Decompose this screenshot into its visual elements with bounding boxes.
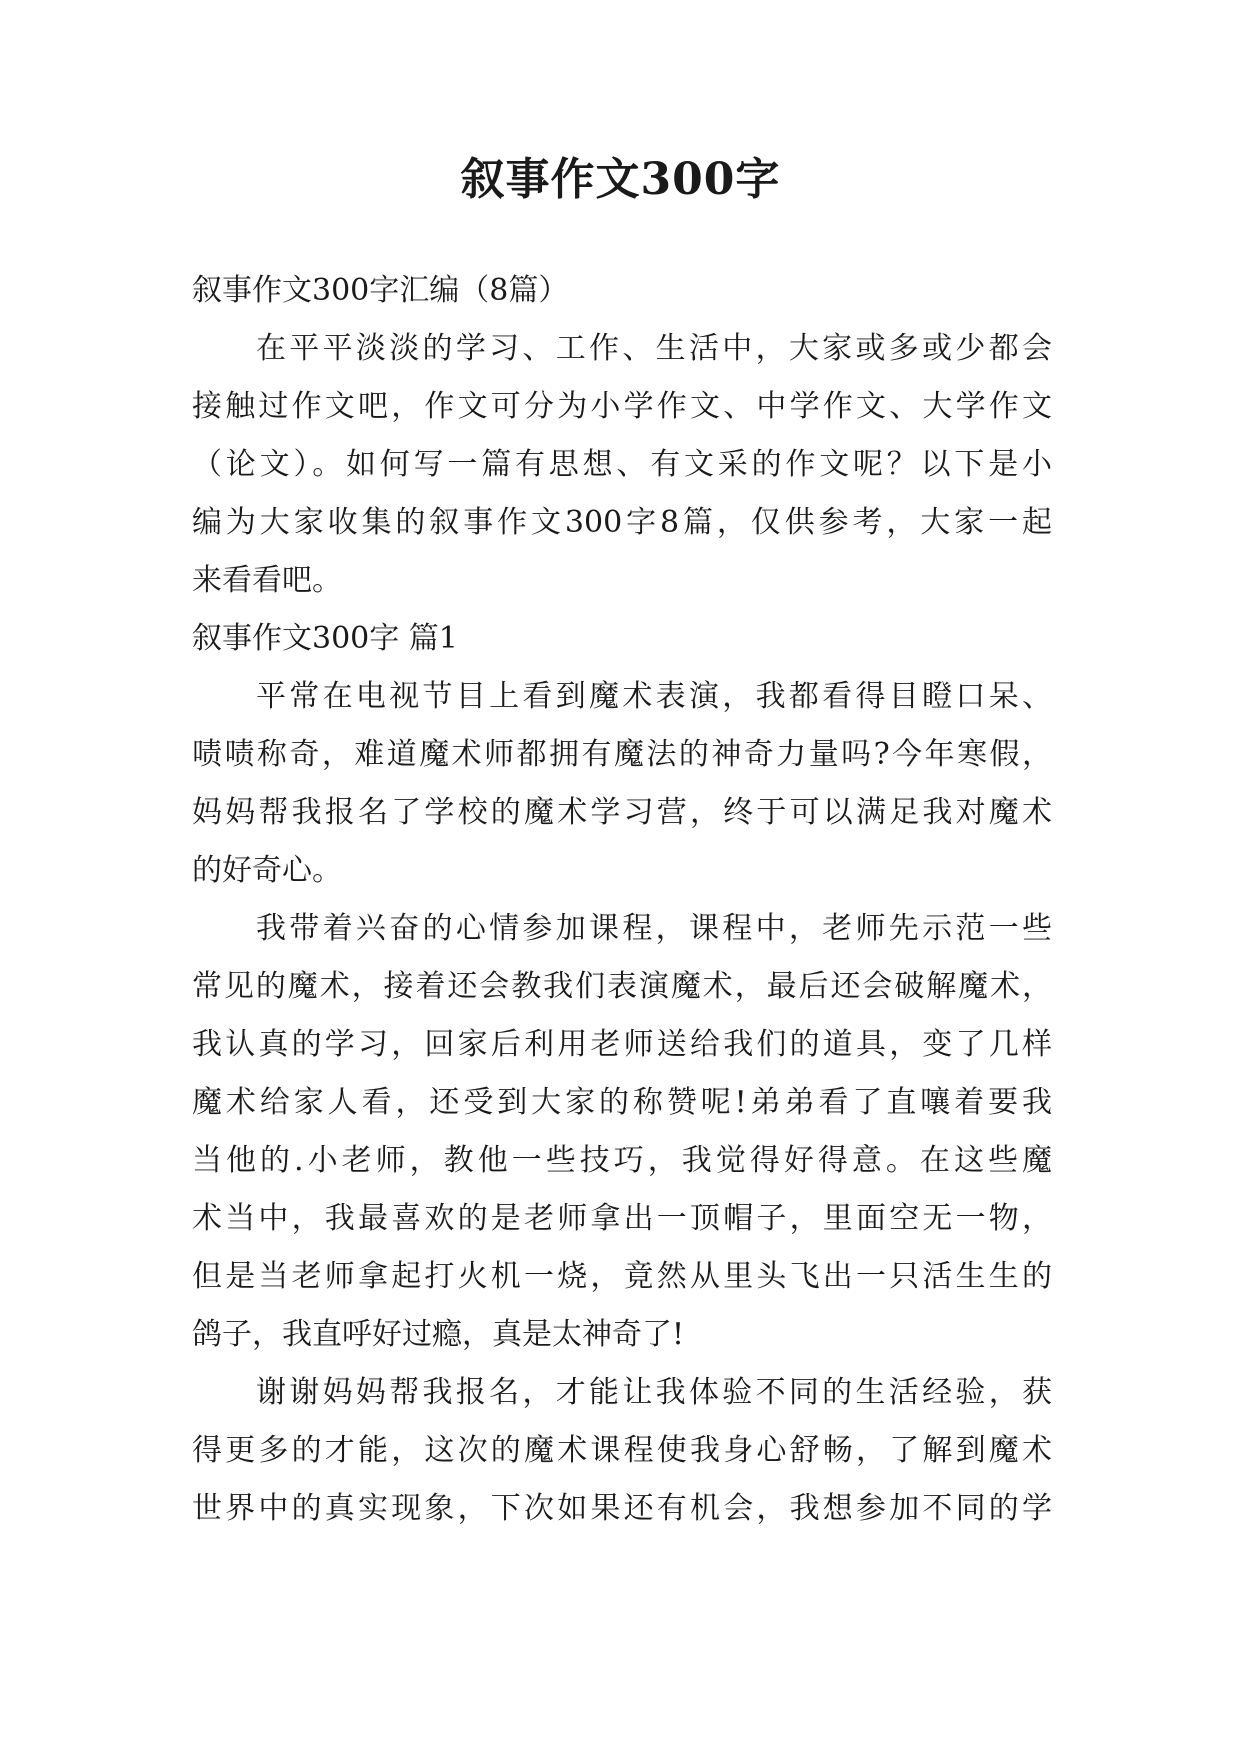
- paragraph-line: 魔术给家人看，还受到大家的称赞呢!弟弟看了直嚷着要我: [192, 1085, 1052, 1120]
- document-title: 叙事作文300字: [460, 154, 781, 205]
- paragraph-line: 来看看吧。: [192, 563, 342, 598]
- paragraph-line: 编为大家收集的叙事作文300字8篇，仅供参考，大家一起: [192, 505, 1052, 540]
- paragraph-line: 谢谢妈妈帮我报名，才能让我体验不同的生活经验，获: [256, 1375, 1052, 1410]
- paragraph-line: 我带着兴奋的心情参加课程，课程中，老师先示范一些: [256, 911, 1052, 946]
- section-heading: 叙事作文300字汇编（8篇）: [192, 273, 569, 308]
- paragraph-line: 的好奇心。: [192, 853, 342, 888]
- paragraph-line: （论文）。如何写一篇有思想、有文采的作文呢？以下是小: [192, 447, 1052, 482]
- paragraph-line: 啧啧称奇，难道魔术师都拥有魔法的神奇力量吗?今年寒假，: [192, 737, 1052, 772]
- paragraph-line: 鸽子，我直呼好过瘾，真是太神奇了!: [192, 1317, 685, 1352]
- document-body: [192, 262, 1052, 1538]
- paragraph-line: 世界中的真实现象，下次如果还有机会，我想参加不同的学: [192, 1491, 1052, 1526]
- paragraph-line: 在平平淡淡的学习、工作、生活中，大家或多或少都会: [256, 331, 1052, 366]
- paragraph-line: 但是当老师拿起打火机一烧，竟然从里头飞出一只活生生的: [192, 1259, 1052, 1294]
- paragraph-line: 我认真的学习，回家后利用老师送给我们的道具，变了几样: [192, 1027, 1052, 1062]
- paragraph-line: 术当中，我最喜欢的是老师拿出一顶帽子，里面空无一物，: [192, 1201, 1052, 1236]
- paragraph-line: 常见的魔术，接着还会教我们表演魔术，最后还会破解魔术，: [192, 969, 1052, 1004]
- paragraph-line: 接触过作文吧，作文可分为小学作文、中学作文、大学作文: [192, 389, 1052, 424]
- paragraph-line: 当他的.小老师，教他一些技巧，我觉得好得意。在这些魔: [192, 1143, 1052, 1178]
- paragraph-line: 得更多的才能，这次的魔术课程使我身心舒畅，了解到魔术: [192, 1433, 1052, 1468]
- paragraph-line: 妈妈帮我报名了学校的魔术学习营，终于可以满足我对魔术: [192, 795, 1052, 830]
- section-heading: 叙事作文300字 篇1: [192, 621, 458, 656]
- paragraph-line: 平常在电视节目上看到魔术表演，我都看得目瞪口呆、: [256, 679, 1052, 714]
